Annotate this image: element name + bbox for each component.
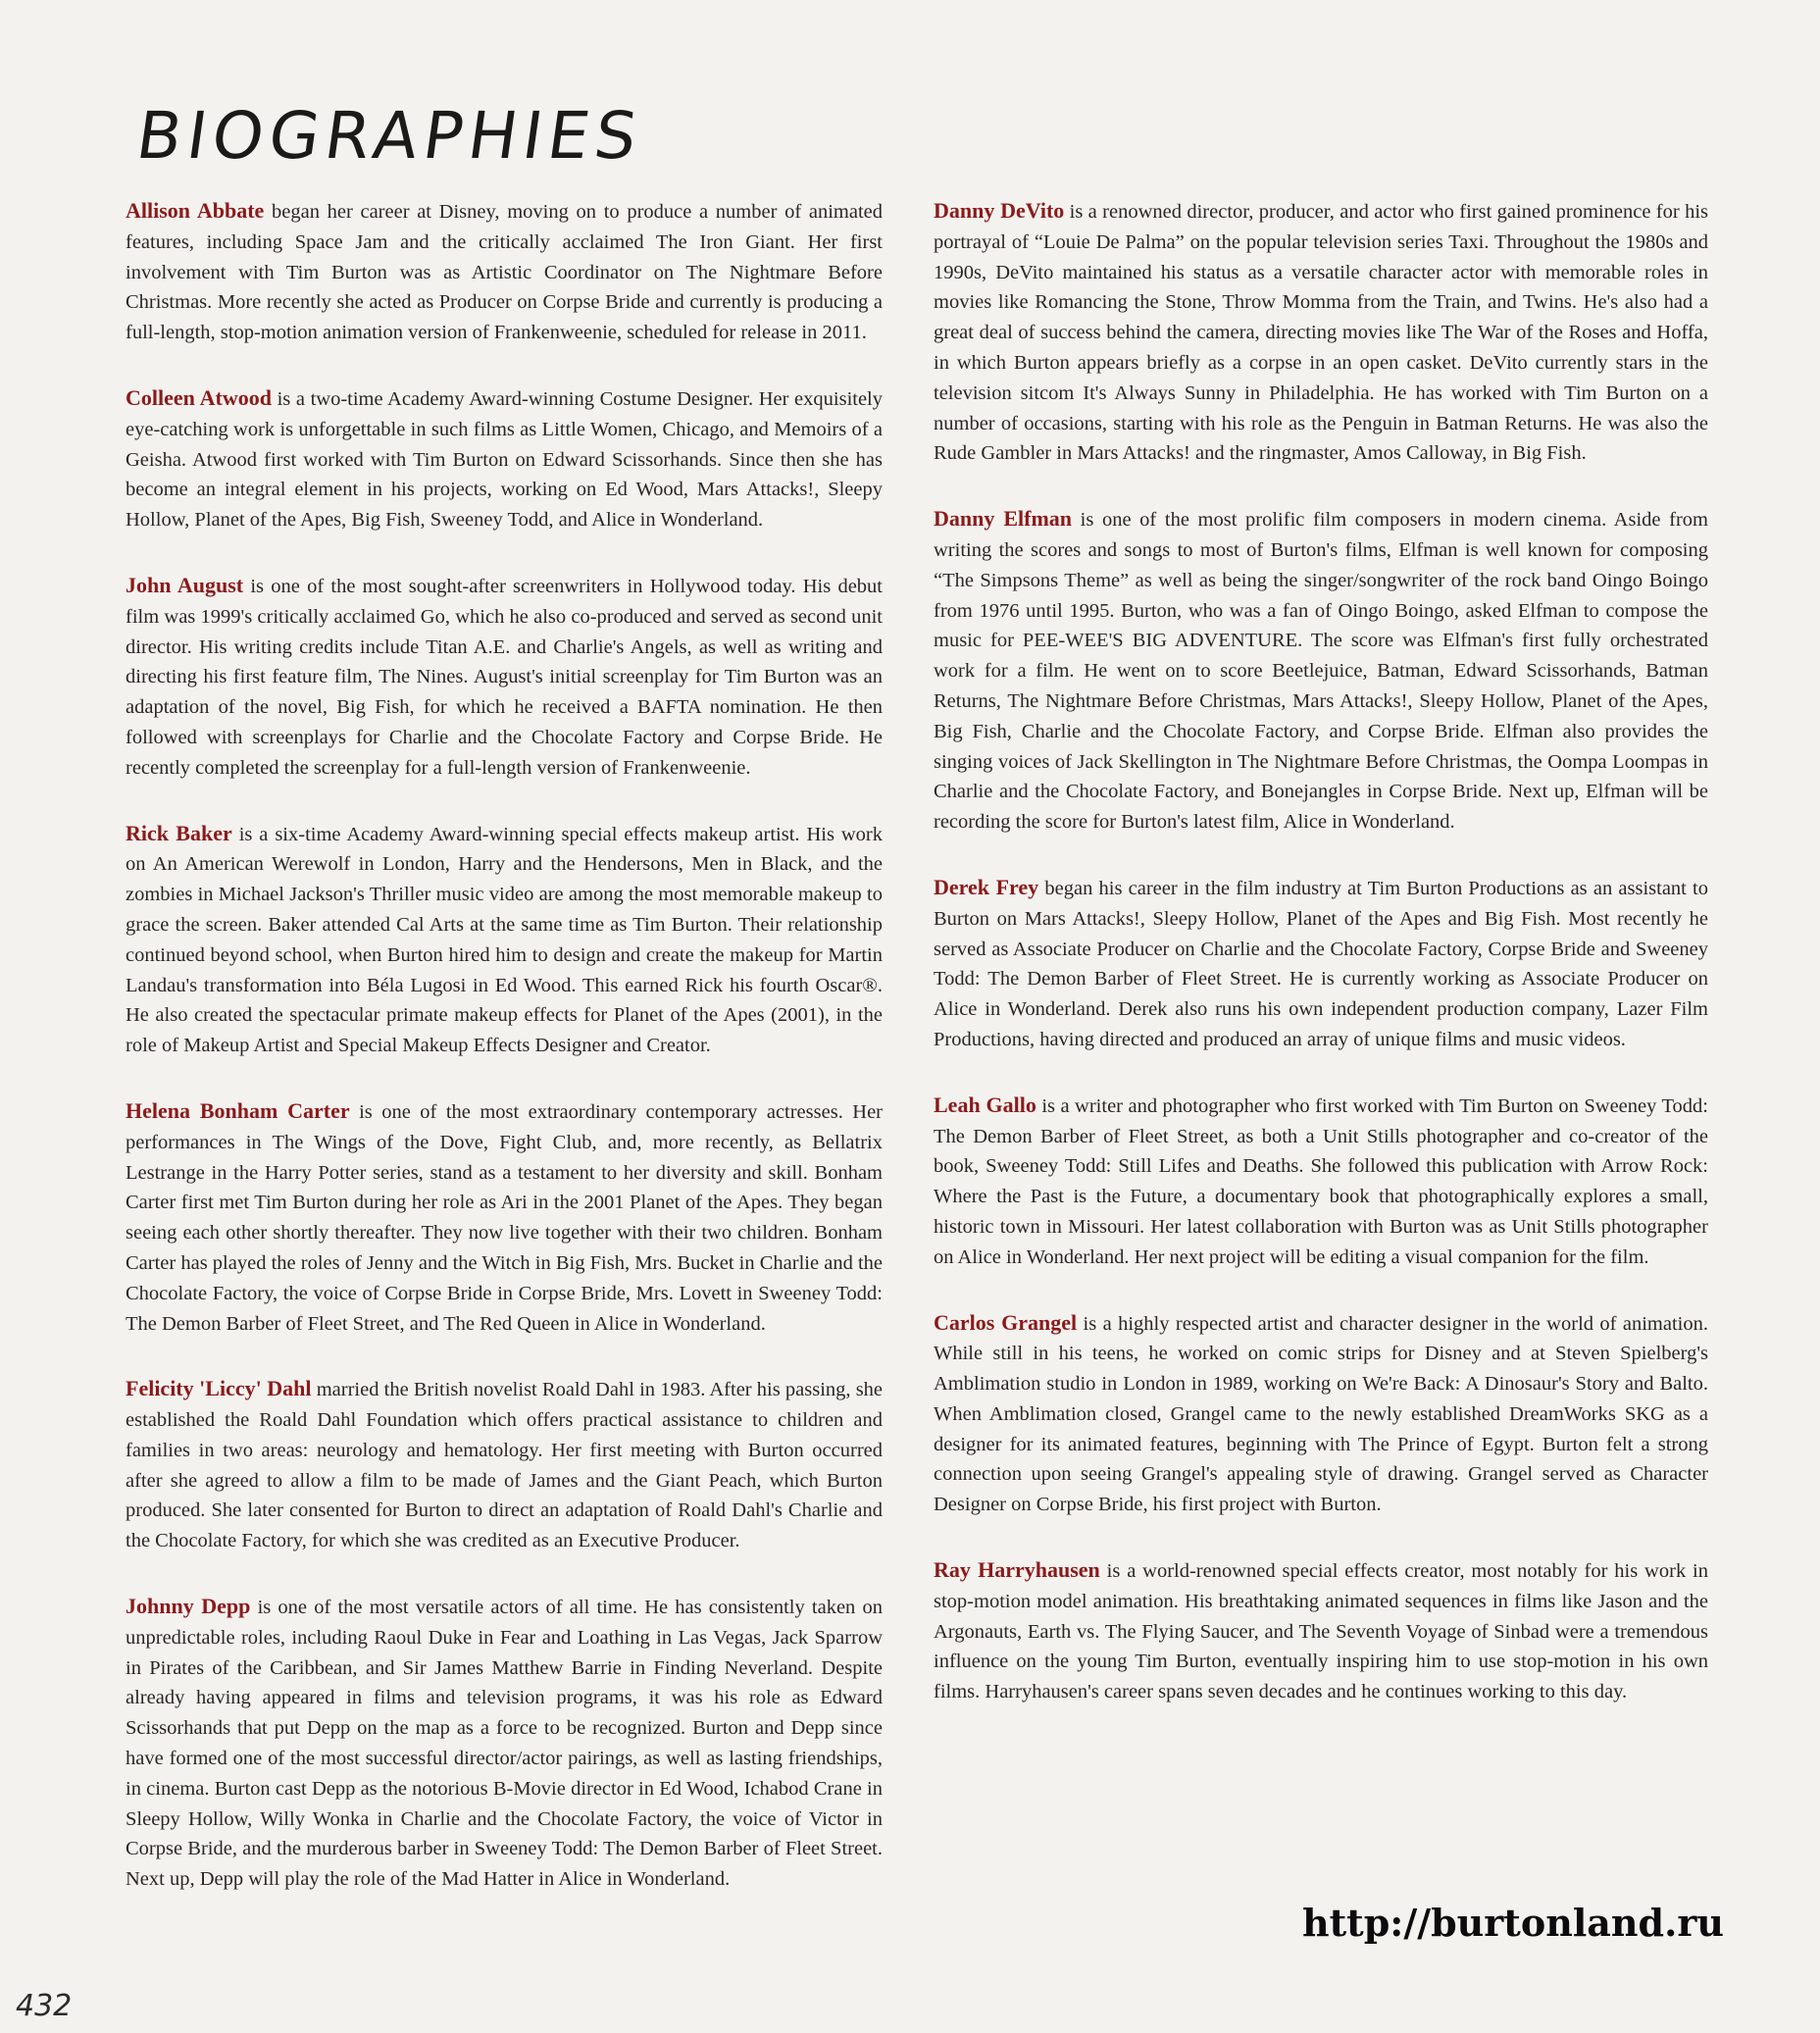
bio-text: is one of the most versatile actors of all time. He has consistently taken on unpredictable roles, including Raoul Duke in Fear and Loathing in Las Vegas, Jack Sparrow in Pirates of the Caribbean, and Sir James Matthew Barrie in Finding Neverland. Despite already having appeared in films and television programs, it was his role as Edward Scissorhands that put Depp on the map as a force to be recognized. Burton and Depp since have formed one of the most successful director/actor pairings, as well as lasting friendships, in cinema. Burton cast Depp as the notorious B-Movie director in Ed Wood, Ichabod Crane in Sleepy Hollow, Willy Wonka in Charlie and the Chocolate Factory, the voice of Victor in Corpse Bride, and the murderous barber in Sweeney Todd: The Demon Barber of Fleet Street. Next up, Depp will play the role of the Mad Hatter in Alice in Wonderland. <box>126 1597 883 1891</box>
bio-name: Johnny Depp <box>126 1594 251 1619</box>
bio-name: Danny DeVito <box>934 198 1065 223</box>
bio-text: is a two-time Academy Award-winning Costume Designer. Her exquisitely eye-catching work is unforgettable in such films as Little Women, Chicago, and Memoirs of a Geisha. Atwood first worked with Tim Burton on Edward Scissorhands. Since then she has become an integral element in his projects, working on Ed Wood, Mars Attacks!, Sleepy Hollow, Planet of the Apes, Big Fish, Sweeney Todd, and Alice in Wonderland. <box>126 387 883 532</box>
bio-name: Ray Harryhausen <box>934 1557 1100 1583</box>
bio-name: Derek Frey <box>934 874 1039 899</box>
source-url[interactable]: http://burtonland.ru <box>1302 1901 1724 1945</box>
right-column <box>934 196 1708 1743</box>
bio-text: began his career in the film industry at Tim Burton Productions as an assistant to Burton on Mars Attacks!, Sleepy Hollow, Planet of the Apes and Big Fish. Most recently he served as Associate Producer on Charlie and the Chocolate Factory, Corpse Bride and Sweeney Todd: The Demon Barber of Fleet Street. He is currently working as Associate Producer on Alice in Wonderland. Derek also runs his own independent production company, Lazer Film Productions, having directed and produced an array of unique films and music videos. <box>934 877 1709 1050</box>
bio-name: Danny Elfman <box>934 506 1073 532</box>
biography-entry <box>126 1592 883 1895</box>
biography-entry <box>126 196 883 348</box>
bio-text: married the British novelist Roald Dahl in 1983. After his passing, she established the Roald Dahl Foundation which offers practical assistance to children and families in two areas: neurology and hematology. Her first meeting with Burton occurred after she agreed to allow a film to be made of James and the Giant Peach, which Burton produced. She later consented for Burton to direct an adaptation of Roald Dahl's Charlie and the Chocolate Factory, for which she was credited as an Executive Producer. <box>126 1379 884 1552</box>
bio-text: began her career at Disney, moving on to produce a number of animated features, including Space Jam and the critically acclaimed The Iron Giant. Her first involvement with Tim Burton was as Artistic Coordinator on The Nightmare Before Christmas. More recently she acted as Producer on Corpse Bride and currently is producing a full-length, stop-motion animation version of Frankenweenie, scheduled for release in 2011. <box>126 201 883 344</box>
bio-name: Helena Bonham Carter <box>126 1097 350 1123</box>
biography-entry <box>934 504 1708 838</box>
bio-text: is one of the most prolific film composers in modern cinema. Aside from writing the scores and songs to most of Burton's films, Elfman is well known for composing “The Simpsons Theme” as well as being the singer/songwriter of the rock band Oingo Boingo from 1976 until 1995. Burton, who was a fan of Oingo Boingo, asked Elfman to compose the music for PEE-WEE'S BIG ADVENTURE. The score was Elfman's first fully orchestrated work for a film. He went on to score Beetlejuice, Batman, Edward Scissorhands, Batman Returns, The Nightmare Before Christmas, Mars Attacks!, Sleepy Hollow, Planet of the Apes, Big Fish, Charlie and the Chocolate Factory, and Corpse Bride. Elfman also provides the singing voices of Jack Skellington in The Nightmare Before Christmas, the Oompa Loompas in Charlie and the Chocolate Factory, and Bonejangles in Corpse Bride. Next up, Elfman will be recording the score for Burton's latest film, Alice in Wonderland. <box>934 509 1708 834</box>
bio-name: Carlos Grangel <box>934 1309 1078 1335</box>
biography-entry <box>934 873 1708 1055</box>
biography-entry <box>126 819 883 1061</box>
bio-name: John August <box>126 572 244 597</box>
biography-entry <box>934 196 1708 469</box>
bio-text: is a six-time Academy Award-winning special effects makeup artist. His work on An American Werewolf in London, Harry and the Hendersons, Men in Black, and the zombies in Michael Jackson's Thriller music video are among the most memorable makeup to grace the screen. Baker attended Cal Arts at the same time as Tim Burton. Their relationship continued beyond school, when Burton hired him to design and create the makeup for Martin Landau's transformation into Béla Lugosi in Ed Wood. This earned Rick his fourth Oscar®. He also created the spectacular primate makeup effects for Planet of the Apes (2001), in the role of Makeup Artist and Special Makeup Effects Designer and Creator. <box>126 823 883 1057</box>
page-number: 432 <box>16 1989 73 2023</box>
bio-text: is one of the most extraordinary contemporary actresses. Her performances in The Wings of the Dove, Fight Club, and, more recently, as Bellatrix Lestrange in the Harry Potter series, stand as a testament to her diversity and skill. Bonham Carter first met Tim Burton during her role as Ari in the 2001 Planet of the Apes. They began seeing each other shortly thereafter. They now live together with their two children. Bonham Carter has played the roles of Jenny and the Witch in Big Fish, Mrs. Bucket in Charlie and the Chocolate Factory, the voice of Corpse Bride in Corpse Bride, Mrs. Lovett in Sweeney Todd: The Demon Barber of Fleet Street, and The Red Queen in Alice in Wonderland. <box>126 1100 884 1335</box>
page-title: BIOGRAPHIES <box>131 98 648 174</box>
biography-entry <box>934 1308 1708 1521</box>
bio-name: Colleen Atwood <box>126 384 272 410</box>
bio-text: is a renowned director, producer, and actor who first gained prominence for his portrayal of “Louie De Palma” on the popular television series Taxi. Throughout the 1980s and 1990s, DeVito maintained his status as a versatile character actor with memorable roles in movies like Romancing the Stone, Throw Momma from the Train, and Twins. He's also had a great deal of success behind the camera, directing movies like The War of the Roses and Hoffa, in which Burton appears briefly as a corpse in an open casket. DeVito currently stars in the television sitcom It's Always Sunny in Philadelphia. He has worked with Tim Burton on a number of occasions, starting with his role as the Penguin in Batman Returns. He was also the Rude Gambler in Mars Attacks! and the ringmaster, Amos Calloway, in Big Fish. <box>934 201 1708 465</box>
bio-text: is a highly respected artist and character designer in the world of animation. While still in his teens, he worked on comic strips for Disney and at Steven Spielberg's Amblimation studio in London in 1989, working on We're Back: A Dinosaur's Story and Balto. When Amblimation closed, Grangel came to the newly established DreamWorks SKG as a designer for its animated features, beginning with The Prince of Egypt. Burton felt a strong connection upon seeing Grangel's appealing style of drawing. Grangel served as Character Designer on Corpse Bride, his first project with Burton. <box>934 1312 1708 1516</box>
bio-text: is a world-renowned special effects creator, most notably for his work in stop-motion model animation. His breathtaking animated sequences in films like Jason and the Argonauts, Earth vs. The Flying Saucer, and The Seventh Voyage of Sinbad were a tremendous influence on the young Tim Burton, eventually inspiring him to use stop-motion in his own films. Harryhausen's career spans seven decades and he continues working to this day. <box>934 1560 1708 1703</box>
biography-entry <box>126 571 883 784</box>
bio-name: Felicity 'Liccy' Dahl <box>126 1376 312 1401</box>
left-column <box>126 196 883 1930</box>
bio-name: Allison Abbate <box>126 198 265 223</box>
biography-entry <box>126 1096 883 1339</box>
bio-text: is a writer and photographer who first worked with Tim Burton on Sweeney Todd: The Demon Barber of Fleet Street, as both a Unit Stills photographer and co-creator of the book, Sweeney Todd: Still Lifes and Deaths. She followed this publication with Arrow Rock: Where the Past is the Future, a documentary book that photographically explores a small, historic town in Missouri. Her latest collaboration with Burton was as Unit Stills photographer on Alice in Wonderland. Her next project will be editing a visual companion for the film. <box>934 1094 1709 1268</box>
biography-entry <box>934 1091 1708 1273</box>
biography-entry <box>126 1374 883 1556</box>
bio-text: is one of the most sought-after screenwriters in Hollywood today. His debut film was 1999's critically acclaimed Go, which he also co-produced and served as second unit director. His writing credits include Titan A.E. and Charlie's Angels, as well as writing and directing his first feature film, The Nines. August's initial screenplay for Tim Burton was an adaptation of the novel, Big Fish, for which he received a BAFTA nomination. He then followed with screenplays for Charlie and the Chocolate Factory and Corpse Bride. He recently completed the screenplay for a full-length version of Frankenweenie. <box>126 575 883 779</box>
bio-name: Rick Baker <box>126 820 232 845</box>
biography-entry <box>934 1555 1708 1707</box>
bio-name: Leah Gallo <box>934 1092 1036 1117</box>
biography-entry <box>126 383 883 535</box>
